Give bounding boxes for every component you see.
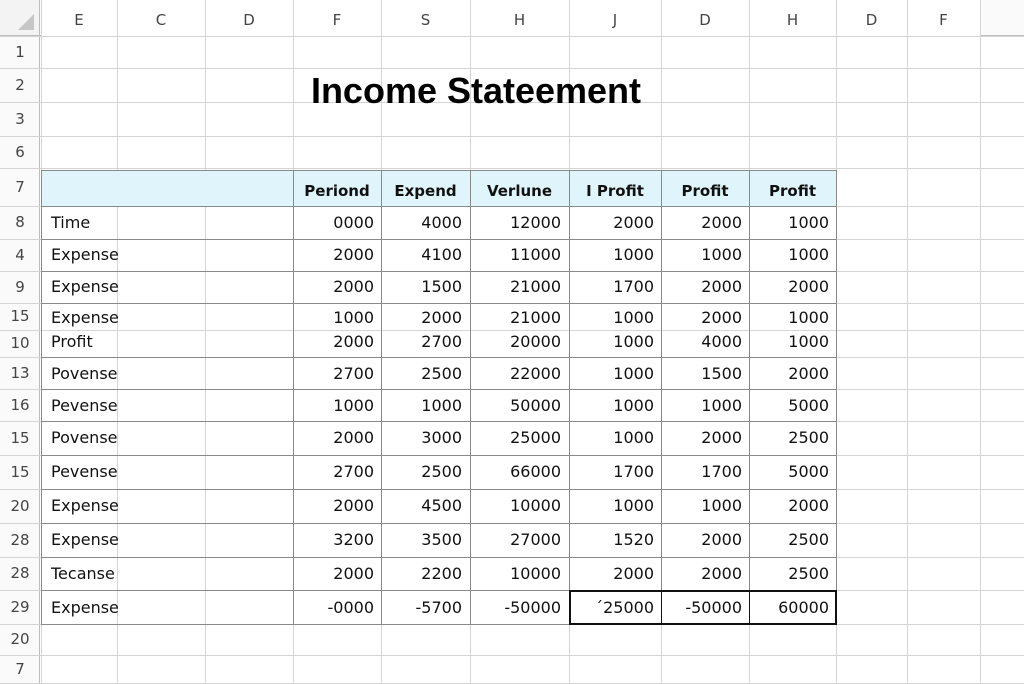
sheet-title[interactable]: Income Stateement — [310, 70, 642, 111]
column-header-h[interactable]: H — [749, 0, 836, 36]
table-cell-value[interactable]: 2000 — [333, 564, 374, 583]
table-cell-value[interactable]: 2000 — [701, 428, 742, 447]
row-header[interactable]: 15 — [10, 429, 30, 447]
row-header[interactable]: 2 — [15, 76, 25, 94]
row-label[interactable]: Expense — [51, 308, 119, 327]
table-cell-value[interactable]: 1000 — [613, 308, 654, 327]
table-cell-value[interactable]: 2000 — [701, 213, 742, 232]
row-header[interactable]: 15 — [10, 307, 30, 325]
table-cell-value[interactable]: -0000 — [327, 598, 374, 617]
table-column-border — [661, 170, 662, 624]
table-cell-value[interactable]: 20000 — [510, 332, 561, 351]
column-header-j[interactable]: J — [569, 0, 661, 36]
table-row-border — [41, 206, 837, 207]
grid-row-line — [0, 330, 1024, 331]
row-label[interactable]: Tecanse — [51, 564, 115, 583]
table-row-border — [41, 421, 837, 422]
row-header[interactable]: 28 — [10, 531, 30, 549]
table-cell-value[interactable]: 3200 — [333, 530, 374, 549]
grid-row-line — [0, 68, 1024, 69]
table-row-border — [41, 303, 837, 304]
table-cell-value[interactable]: 2700 — [333, 364, 374, 383]
table-cell-value[interactable]: 1000 — [701, 396, 742, 415]
row-header[interactable]: 7 — [15, 660, 25, 678]
table-cell-value[interactable]: 1000 — [788, 308, 829, 327]
table-row-border — [41, 557, 837, 558]
column-header-d[interactable]: D — [661, 0, 749, 36]
row-label[interactable]: Time — [51, 213, 91, 232]
row-header[interactable]: 3 — [15, 110, 25, 128]
table-cell-value[interactable]: 11000 — [510, 245, 561, 264]
table-cell-value[interactable]: 1000 — [788, 213, 829, 232]
row-header[interactable]: 4 — [15, 246, 25, 264]
table-header-cell[interactable]: Verlune — [486, 182, 553, 200]
table-cell-value[interactable]: 1500 — [421, 277, 462, 296]
table-cell-value[interactable]: 4000 — [421, 213, 462, 232]
table-cell-value[interactable]: 5000 — [788, 462, 829, 481]
table-column-border — [41, 170, 42, 624]
table-row-border — [41, 170, 837, 171]
row-label[interactable]: Povense — [51, 428, 118, 447]
table-cell-value[interactable]: 2000 — [788, 496, 829, 515]
table-cell-value[interactable]: 1000 — [701, 496, 742, 515]
table-cell-value[interactable]: 2000 — [333, 332, 374, 351]
table-cell-value[interactable]: 2200 — [421, 564, 462, 583]
table-cell-value[interactable]: 2500 — [788, 530, 829, 549]
table-cell-value[interactable]: 2000 — [421, 308, 462, 327]
table-cell-value[interactable]: 1000 — [613, 496, 654, 515]
table-cell-value[interactable]: 66000 — [510, 462, 561, 481]
selected-range[interactable] — [569, 590, 837, 625]
table-cell-value[interactable]: 1000 — [788, 245, 829, 264]
table-cell-value[interactable]: 10000 — [510, 564, 561, 583]
table-cell-value[interactable]: 3000 — [421, 428, 462, 447]
table-cell-value[interactable]: -5700 — [415, 598, 462, 617]
row-label[interactable]: Pevense — [51, 396, 118, 415]
row-label[interactable]: Expense — [51, 245, 119, 264]
table-cell-value[interactable]: 10000 — [510, 496, 561, 515]
table-header-cell[interactable]: Profit — [681, 182, 729, 200]
selected-range-divider — [749, 590, 750, 624]
table-cell-value[interactable]: 1000 — [613, 245, 654, 264]
table-cell-value[interactable]: 2000 — [788, 277, 829, 296]
row-header[interactable]: 20 — [10, 630, 30, 648]
table-cell-value[interactable]: 2000 — [701, 308, 742, 327]
table-cell-value[interactable]: 3500 — [421, 530, 462, 549]
table-cell-value[interactable]: 2500 — [788, 564, 829, 583]
table-row-border — [41, 523, 837, 524]
table-cell-value[interactable]: 2000 — [788, 364, 829, 383]
table-cell-value[interactable]: 5000 — [788, 396, 829, 415]
table-cell-value[interactable]: 1700 — [701, 462, 742, 481]
table-cell-value[interactable]: -50000 — [685, 598, 742, 617]
table-cell-value[interactable]: 21000 — [510, 277, 561, 296]
table-cell-value[interactable]: 1000 — [788, 332, 829, 351]
table-cell-value[interactable]: 4100 — [421, 245, 462, 264]
table-cell-value[interactable]: 2000 — [613, 564, 654, 583]
table-cell-value[interactable]: 50000 — [510, 396, 561, 415]
table-header-cell[interactable]: Periond — [304, 182, 370, 200]
grid-row-line — [0, 36, 1024, 37]
grid-row-line — [0, 168, 1024, 169]
table-row-border — [41, 239, 837, 240]
row-header[interactable]: 16 — [10, 396, 30, 414]
table-row-border — [41, 357, 837, 358]
table-cell-value[interactable]: 2000 — [701, 277, 742, 296]
table-cell-value[interactable]: 1000 — [613, 428, 654, 447]
table-cell-value[interactable]: 1000 — [333, 308, 374, 327]
row-header[interactable]: 13 — [10, 364, 30, 382]
column-header-c[interactable]: C — [117, 0, 205, 36]
table-cell-value[interactable]: 1520 — [613, 530, 654, 549]
table-cell-value[interactable]: 2000 — [333, 245, 374, 264]
table-cell-value[interactable]: 2000 — [701, 564, 742, 583]
row-label[interactable]: Pevense — [51, 462, 118, 481]
table-cell-value[interactable]: 12000 — [510, 213, 561, 232]
table-cell-value[interactable]: 2000 — [701, 530, 742, 549]
table-row-border — [41, 389, 837, 390]
table-header-cell[interactable]: Profit — [769, 182, 816, 200]
table-column-border — [293, 170, 294, 624]
table-cell-value[interactable]: 25000 — [510, 428, 561, 447]
column-header-d[interactable]: D — [205, 0, 293, 36]
table-cell-value[interactable]: 2000 — [613, 213, 654, 232]
table-column-border — [470, 170, 471, 624]
selected-range-divider — [661, 590, 662, 624]
table-cell-value[interactable]: 1700 — [613, 462, 654, 481]
row-header[interactable]: 10 — [10, 334, 30, 352]
table-column-border — [749, 170, 750, 624]
column-header-f[interactable]: F — [907, 0, 980, 36]
column-header-d[interactable]: D — [836, 0, 907, 36]
column-header-e[interactable]: E — [41, 0, 117, 36]
row-header[interactable]: 15 — [10, 463, 30, 481]
table-cell-value[interactable]: ´25000 — [595, 598, 654, 617]
table-cell-value[interactable]: 60000 — [778, 598, 829, 617]
row-header[interactable]: 9 — [15, 278, 25, 296]
select-all-triangle-icon — [18, 14, 34, 30]
table-header-cell[interactable]: Expend — [394, 182, 457, 200]
table-row-border — [41, 489, 837, 490]
table-cell-value[interactable]: 1500 — [701, 364, 742, 383]
table-cell-value[interactable]: 2700 — [333, 462, 374, 481]
table-cell-value[interactable]: 2000 — [333, 496, 374, 515]
row-label[interactable]: Expense — [51, 277, 119, 296]
table-column-border — [569, 170, 570, 624]
table-cell-value[interactable]: 1000 — [613, 396, 654, 415]
table-cell-value[interactable]: 1700 — [613, 277, 654, 296]
grid-row-line — [0, 136, 1024, 137]
table-cell-value[interactable]: 2500 — [421, 364, 462, 383]
row-header[interactable]: 7 — [15, 178, 25, 196]
row-header[interactable]: 29 — [10, 598, 30, 616]
table-cell-value[interactable]: 2700 — [421, 332, 462, 351]
row-header[interactable]: 20 — [10, 497, 30, 515]
row-label[interactable]: Expense — [51, 496, 119, 515]
row-header[interactable]: 1 — [15, 43, 25, 61]
table-cell-value[interactable]: 27000 — [510, 530, 561, 549]
column-header-f[interactable]: F — [293, 0, 381, 36]
row-label[interactable]: Profit — [51, 332, 93, 351]
table-header-cell[interactable]: I Profit — [586, 182, 644, 200]
table-cell-value[interactable]: 1000 — [701, 245, 742, 264]
row-header[interactable]: 28 — [10, 564, 30, 582]
table-column-border — [836, 170, 837, 624]
row-label[interactable]: Povense — [51, 364, 118, 383]
table-cell-value[interactable]: 1000 — [421, 396, 462, 415]
table-cell-value[interactable]: 2500 — [788, 428, 829, 447]
table-cell-value[interactable]: 4500 — [421, 496, 462, 515]
row-label[interactable]: Expense — [51, 598, 119, 617]
table-cell-value[interactable]: 1000 — [613, 332, 654, 351]
table-cell-value[interactable]: 2000 — [333, 428, 374, 447]
select-all-button[interactable] — [0, 0, 40, 36]
table-cell-value[interactable]: -50000 — [504, 598, 561, 617]
table-cell-value[interactable]: 22000 — [510, 364, 561, 383]
grid-row-line — [0, 655, 1024, 656]
row-header[interactable]: 8 — [15, 213, 25, 231]
row-label[interactable]: Expense — [51, 530, 119, 549]
row-header[interactable]: 6 — [15, 143, 25, 161]
table-cell-value[interactable]: 4000 — [701, 332, 742, 351]
table-row-border — [41, 455, 837, 456]
table-row-border — [41, 271, 837, 272]
column-header-h[interactable]: H — [470, 0, 569, 36]
column-header-s[interactable]: S — [381, 0, 470, 36]
table-cell-value[interactable]: 1000 — [333, 396, 374, 415]
table-cell-value[interactable]: 0000 — [333, 213, 374, 232]
table-cell-value[interactable]: 1000 — [613, 364, 654, 383]
table-cell-value[interactable]: 2500 — [421, 462, 462, 481]
table-cell-value[interactable]: 21000 — [510, 308, 561, 327]
table-cell-value[interactable]: 2000 — [333, 277, 374, 296]
table-column-border — [381, 170, 382, 624]
